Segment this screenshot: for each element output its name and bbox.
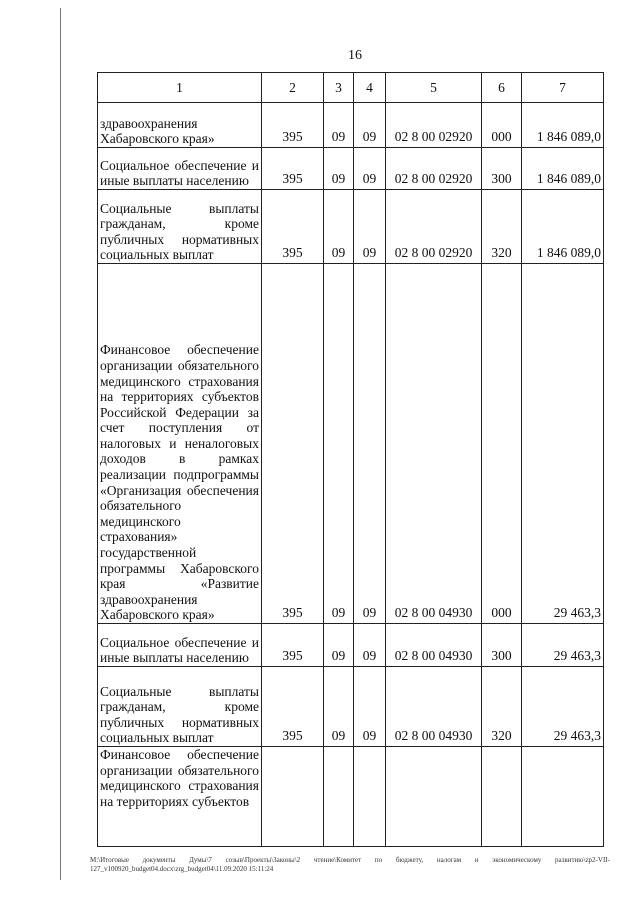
row-name: Социальное обеспечение и иные выплаты населению (98, 624, 262, 667)
row-name: Финансовое обеспечение организации обязательного медицинского страхования на территориях субъектов Российской Федерации за счет поступления от налоговых и неналоговых доходов в рамках реализации подпрограммы «Организация обеспечения обязательного медицинского страхования» государственной программы Хабаровского края «Развитие здравоохранения Хабаровского края» (98, 264, 262, 624)
row-ministry-code: 395 (262, 190, 324, 264)
file-path-footer (90, 856, 610, 874)
row-subsection-code: 09 (354, 148, 386, 190)
row-target-article: 02 8 00 04930 (386, 667, 482, 747)
row-section-code: 09 (324, 148, 354, 190)
row-ministry-code: 395 (262, 667, 324, 747)
row-expense-type: 000 (482, 103, 522, 148)
row-section-code: 09 (324, 667, 354, 747)
row-subsection-code: 09 (354, 190, 386, 264)
row-amount: 29 463,3 (522, 624, 604, 667)
footer-path-part: экономическому (492, 856, 542, 864)
row-expense-type: 300 (482, 148, 522, 190)
footer-path-part: Думы\7 (189, 856, 212, 864)
footer-path-part: по (374, 856, 383, 864)
row-expense-type (482, 747, 522, 847)
row-subsection-code: 09 (354, 624, 386, 667)
row-amount (522, 747, 604, 847)
row-section-code: 09 (324, 624, 354, 667)
row-expense-type: 320 (482, 667, 522, 747)
row-target-article: 02 8 00 04930 (386, 624, 482, 667)
row-ministry-code: 395 (262, 148, 324, 190)
footer-path-line (90, 856, 610, 865)
header-cell-5: 5 (386, 73, 482, 103)
table-row (98, 103, 604, 148)
row-amount: 29 463,3 (522, 264, 604, 624)
row-subsection-code (354, 747, 386, 847)
header-cell-4: 4 (354, 73, 386, 103)
budget-table (97, 72, 604, 847)
table-row (98, 667, 604, 747)
header-cell-2: 2 (262, 73, 324, 103)
row-ministry-code: 395 (262, 103, 324, 148)
footer-path-part: M:\Итоговые (90, 856, 129, 864)
row-name: Социальные выплаты гражданам, кроме публичных нормативных социальных выплат (98, 667, 262, 747)
row-amount: 1 846 089,0 (522, 190, 604, 264)
header-cell-1: 1 (98, 73, 262, 103)
table-row (98, 747, 604, 847)
footer-file-line: 127_v100920_budget04.docx\zrg_budget04\11.09.2020 15:11:24 (90, 865, 274, 873)
table-header-row (98, 73, 604, 103)
footer-path-part: чтение\Комитет (313, 856, 362, 864)
header-cell-7: 7 (522, 73, 604, 103)
page-number: 16 (348, 48, 362, 63)
row-section-code (324, 747, 354, 847)
row-subsection-code: 09 (354, 264, 386, 624)
row-section-code: 09 (324, 264, 354, 624)
header-cell-3: 3 (324, 73, 354, 103)
row-amount: 1 846 089,0 (522, 103, 604, 148)
row-target-article: 02 8 00 02920 (386, 190, 482, 264)
table-row (98, 190, 604, 264)
row-subsection-code: 09 (354, 667, 386, 747)
row-section-code: 09 (324, 190, 354, 264)
footer-path-part: налогам (436, 856, 462, 864)
footer-path-part: созыв\Проекты\Законы\2 (225, 856, 301, 864)
table-row (98, 148, 604, 190)
footer-path-part: бюджету, (395, 856, 424, 864)
left-margin-line (60, 8, 61, 880)
row-name: здравоохранения Хабаровского края» (98, 103, 262, 148)
row-name: Социальное обеспечение и иные выплаты населению (98, 148, 262, 190)
row-target-article: 02 8 00 02920 (386, 103, 482, 148)
row-amount: 29 463,3 (522, 667, 604, 747)
row-target-article: 02 8 00 02920 (386, 148, 482, 190)
row-name: Социальные выплаты гражданам, кроме публичных нормативных социальных выплат (98, 190, 262, 264)
row-expense-type: 300 (482, 624, 522, 667)
header-cell-6: 6 (482, 73, 522, 103)
table-row (98, 624, 604, 667)
row-ministry-code (262, 747, 324, 847)
footer-path-part: и (474, 856, 479, 864)
row-ministry-code: 395 (262, 624, 324, 667)
row-name: Финансовое обеспечение организации обязательного медицинского страхования на территориях субъектов (98, 747, 262, 847)
row-target-article: 02 8 00 04930 (386, 264, 482, 624)
row-amount: 1 846 089,0 (522, 148, 604, 190)
row-ministry-code: 395 (262, 264, 324, 624)
table-row (98, 264, 604, 624)
row-section-code: 09 (324, 103, 354, 148)
row-subsection-code: 09 (354, 103, 386, 148)
footer-path-part: документы (142, 856, 176, 864)
row-expense-type: 320 (482, 190, 522, 264)
footer-path-part: развитию\zp2-VII- (555, 856, 610, 864)
row-expense-type: 000 (482, 264, 522, 624)
row-target-article (386, 747, 482, 847)
